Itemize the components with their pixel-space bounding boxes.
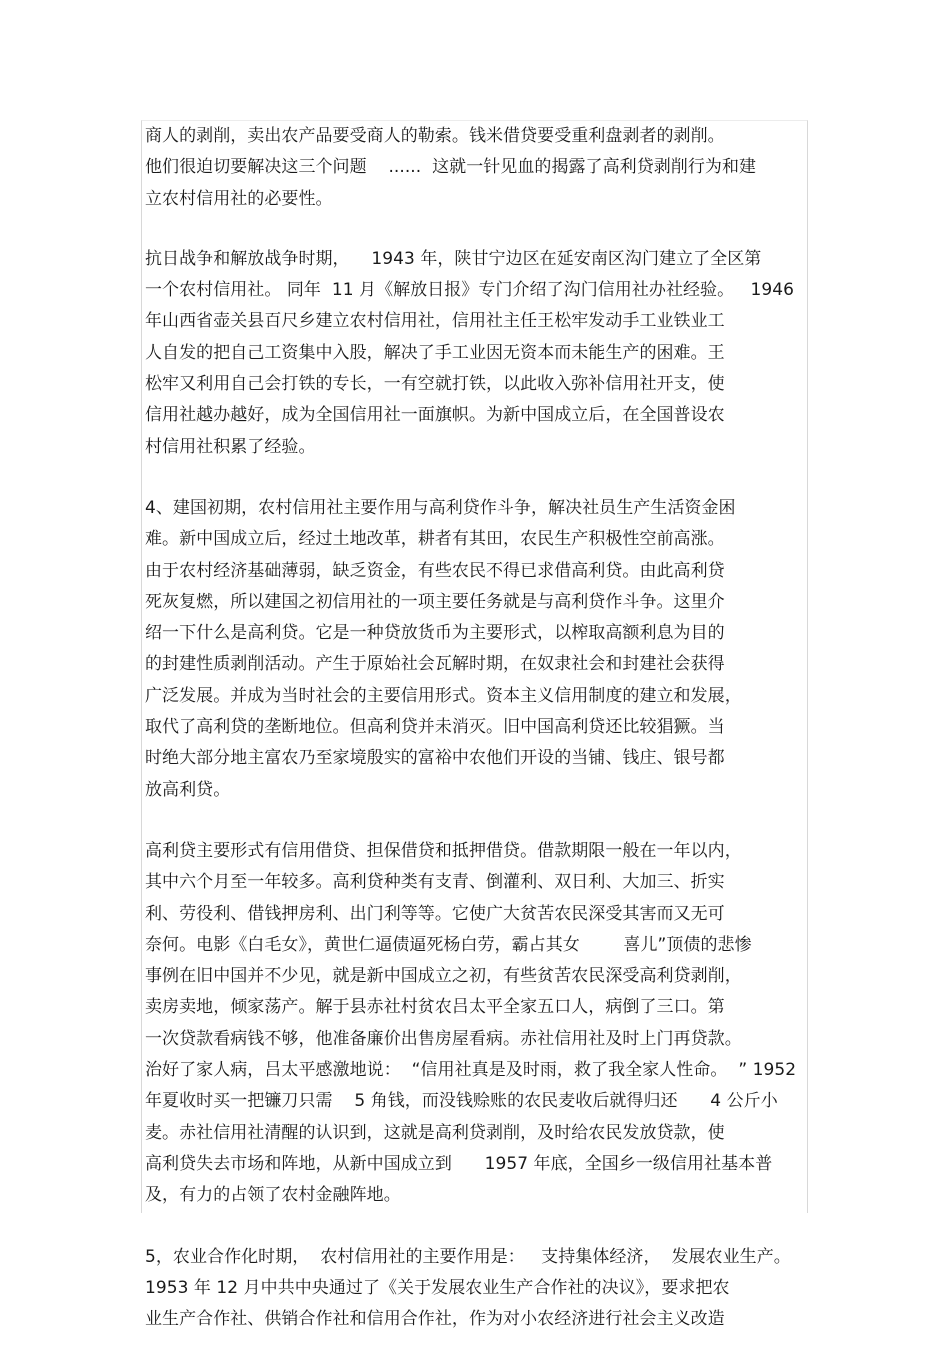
text-line: 利、劳役利、借钱押房利、出门利等等。它使广大贫苦农民深受其害而又无可 (145, 903, 725, 924)
text-line: 时绝大部分地主富农乃至家境殷实的富裕中农他们开设的当铺、钱庄、银号都 (145, 748, 725, 769)
text-line: 广泛发展。并成为当时社会的主要信用形式。资本主义信用制度的建立和发展， (145, 685, 742, 706)
text-line: 奈何。电影《白毛女》，黄世仁逼债逼死杨白劳，霸占其女 喜儿”顶债的悲惨 (145, 934, 752, 955)
text-line: 死灰复燃，所以建国之初信用社的一项主要任务就是与高利贷作斗争。这里介 (145, 591, 725, 612)
text-line: 松牢又利用自己会打铁的专长，一有空就打铁，以此收入弥补信用社开支，使 (145, 374, 725, 395)
text-line: 绍一下什么是高利贷。它是一种贷放货币为主要形式，以榨取高额利息为目的 (145, 623, 725, 644)
text-line: 的封建性质剥削活动。产生于原始社会瓦解时期，在奴隶社会和封建社会获得 (145, 654, 725, 675)
text-line: 业生产合作社、供销合作社和信用合作社，作为对小农经济进行社会主义改造 (145, 1309, 725, 1330)
text-line: 其中六个月至一年较多。高利贷种类有支青、倒灌利、双日利、大加三、折实 (145, 872, 725, 893)
text-line: 商人的剥削，卖出农产品要受商人的勒索。钱米借贷要受重利盘剥者的剥削。 (145, 126, 725, 146)
text-line: 麦。赤社信用社清醒的认识到，这就是高利贷剥削，及时给农民发放贷款，使 (145, 1122, 725, 1143)
text-line: 事例在旧中国并不少见，就是新中国成立之初，有些贫苦农民深受高利贷剥削， (145, 966, 742, 987)
text-line: 及，有力的占领了农村金融阵地。 (145, 1185, 401, 1206)
text-line: 高利贷主要形式有信用借贷、担保借贷和抵押借贷。借款期限一般在一年以内， (145, 840, 742, 861)
paragraph (145, 244, 817, 463)
text-line: 他们很迫切要解决这三个问题 ...... 这就一针见血的揭露了高利贷剥削行为和建 (145, 157, 757, 178)
text-line: 年夏收时买一把镰刀只需 5 角钱，而没钱赊账的农民麦收后就得归还 4 公斤小 (145, 1091, 778, 1112)
text-line: 信用社越办越好，成为全国信用社一面旗帜。为新中国成立后，在全国普设农 (145, 405, 725, 426)
text-line: 抗日战争和解放战争时期， 1943 年，陕甘宁边区在延安南区沟门建立了全区第 (145, 248, 762, 269)
text-line: 5，农业合作化时期， 农村信用社的主要作用是： 支持集体经济， 发展农业生产。 (145, 1246, 791, 1267)
text-line: 人自发的把自己工资集中入股，解决了手工业因无资本而未能生产的困难。王 (145, 342, 725, 363)
text-line: 由于农村经济基础薄弱，缺乏资金，有些农民不得已求借高利贷。由此高利贷 (145, 560, 725, 581)
text-line: 一次贷款看病钱不够，他准备廉价出售房屋看病。赤社信用社及时上门再贷款。 (145, 1028, 742, 1049)
text-line: 卖房卖地，倾家荡产。解于县赤社村贫农吕太平全家五口人，病倒了三口。第 (145, 997, 725, 1018)
text-line: 村信用社积累了经验。 (145, 436, 316, 457)
text-line: 1953 年 12 月中共中央通过了《关于发展农业生产合作社的决议》，要求把农 (145, 1277, 730, 1298)
text-line: 取代了高利贷的垄断地位。但高利贷并未消灭。旧中国高利贷还比较猖獗。当 (145, 717, 725, 738)
text-line: 治好了家人病，吕太平感激地说： “信用社真是及时雨，救了我全家人性命。 ” 1952 (145, 1060, 797, 1081)
paragraph (145, 836, 817, 1212)
text-line: 4、建国初期，农村信用社主要作用与高利贷作斗争，解决社员生产生活资金困 (145, 497, 736, 518)
document-body (145, 121, 817, 1365)
text-line: 一个农村信用社。 同年 11 月《解放日报》专门介绍了沟门信用社办社经验。 1946 (145, 280, 794, 301)
paragraph (145, 1242, 817, 1336)
text-line: 立农村信用社的必要性。 (145, 188, 333, 209)
text-line: 高利贷失去市场和阵地，从新中国成立到 1957 年底，全国乡一级信用社基本普 (145, 1153, 773, 1174)
text-line: 难。新中国成立后，经过土地改革，耕者有其田，农民生产积极性空前高涨。 (145, 529, 725, 550)
text-line: 年山西省壶关县百尺乡建立农村信用社，信用社主任王松牢发动手工业铁业工 (145, 311, 725, 332)
paragraph (145, 493, 817, 806)
text-line: 放高利贷。 (145, 779, 231, 800)
paragraph (145, 121, 817, 215)
